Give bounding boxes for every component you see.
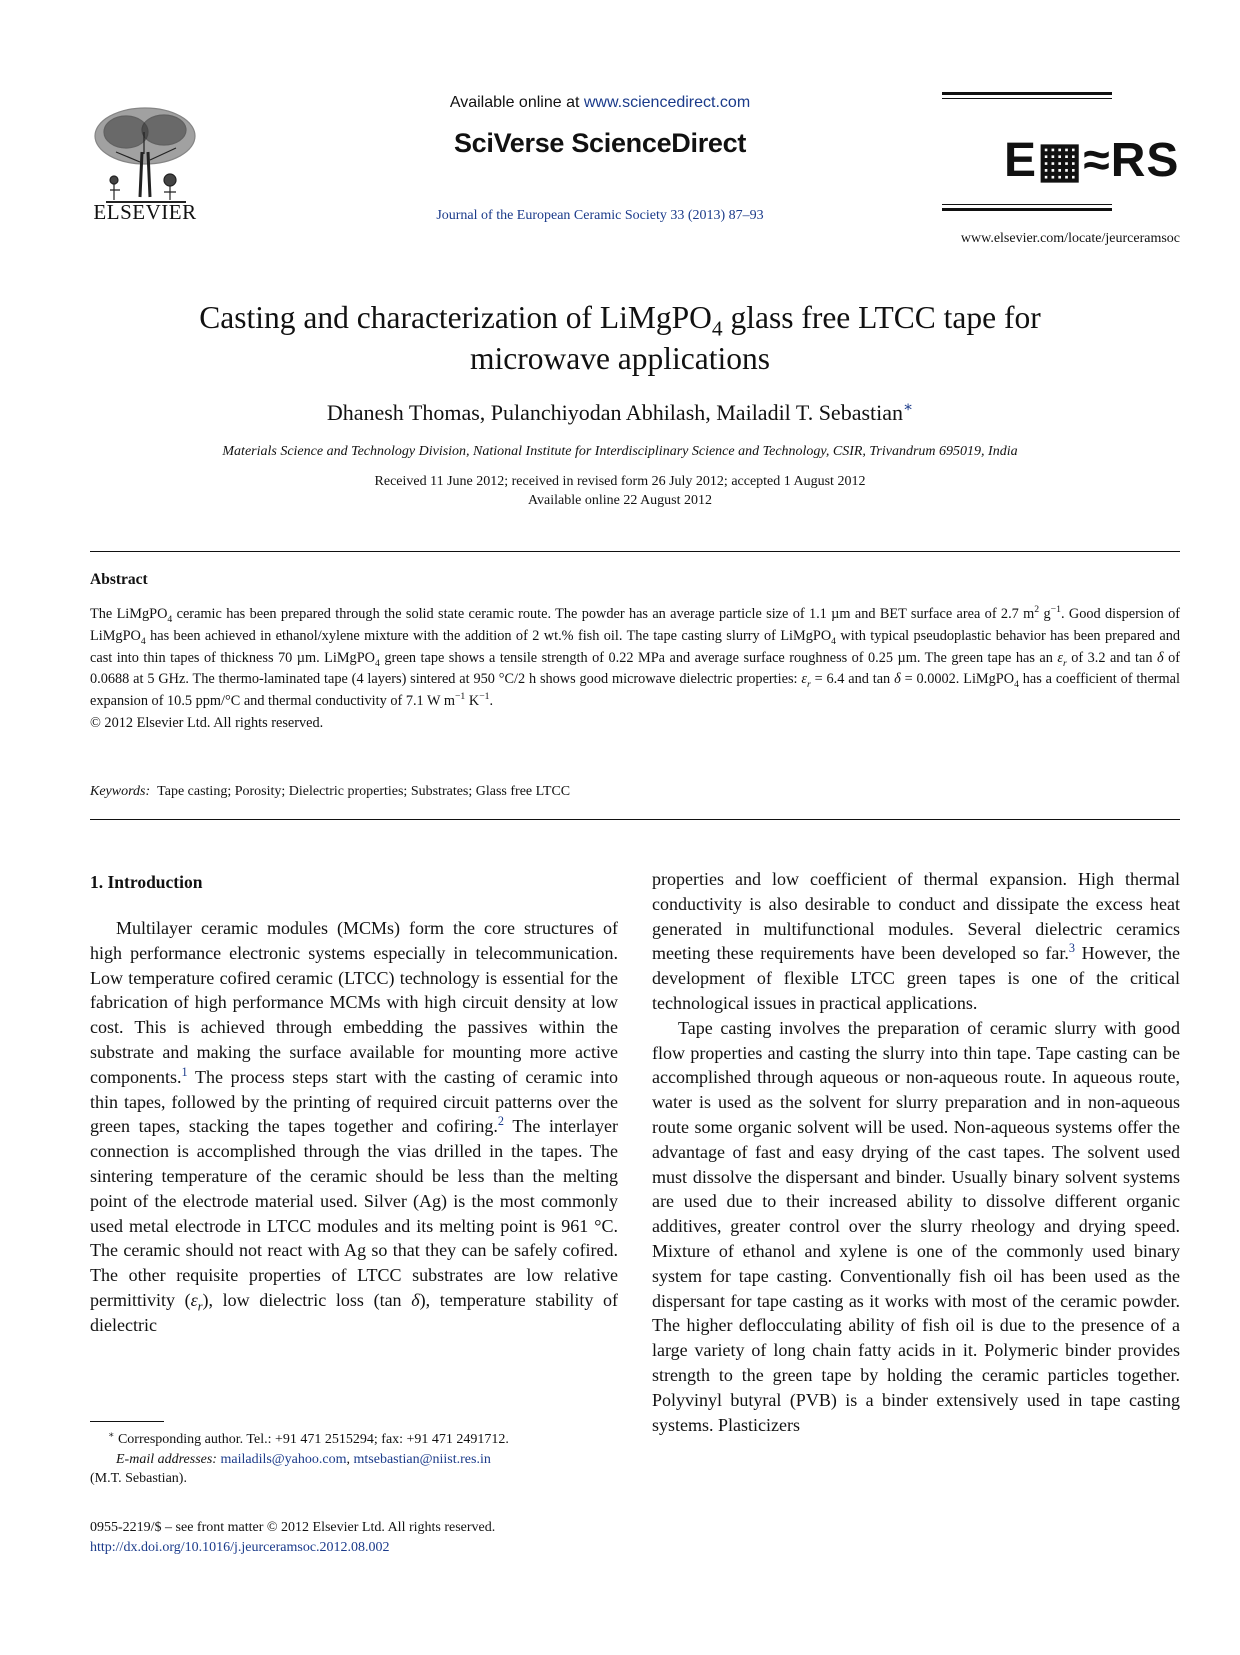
right-column bbox=[652, 867, 1180, 1437]
title-line-2: microwave applications bbox=[469, 341, 771, 376]
abstract-text: The LiMgPO$_4$ ceramic has been prepared through the solid state ceramic route. The powder has an average particle size of 1.1 µm and BET surface area of 2.7 $m^2$ $g^{-1}$. Good dispersion of LiMgPO$_4$ has been achieved in ethanol/xylene mixture with the addition of 2 wt.% fish oil. The tape casting slurry of LiMgPO$_4$ with typical pseudoplastic behavior has been prepared and cast into thin tapes of thickness 70 µm. LiMgPO$_4$ green tape shows a tensile strength of 0.22 MPa and average surface roughness of 0.25 µm. The green tape has an $\varepsilon_r$ of 3.2 and tan δ of 0.0688 at 5 GHz. The thermo-laminated tape (4 layers) sintered at 950 °C/2 h shows good microwave dielectric properties: $\varepsilon_r = 6.4$ and tan δ = 0.0002. LiMgPO$_4$ has a coefficient of thermal expansion of 10.5 ppm/°C and thermal conductivity of 7.1 W $m^{-1}$ $K^{-1}$. bbox=[90, 604, 1181, 710]
intro-paragraph-1-text: Multilayer ceramic modules (MCMs) form the core structures of high performance electronic systems especially in telecommunication. Low temperature cofired ceramic (LTCC) technology is essential for the fabrication of high performance MCMs with high circuit density at low cost. This is achieved through embedding the passives within the substrate and making the surface available for mounting more active components. bbox=[90, 918, 618, 1087]
footnote-line-1 bbox=[90, 1430, 630, 1450]
article-title bbox=[120, 297, 1120, 379]
intro-paragraph-1-cont-text: properties and low coefficient of thermal expansion. High thermal conductivity is also desirable to conduct and dissipate the excess heat generated in multifunctional modules. Several dielectric ceramics meeting these requirements have been developed so far. bbox=[652, 869, 1180, 964]
corresponding-author-footnote bbox=[90, 1430, 630, 1489]
title-part-a: Casting and characterization of LiMgPO bbox=[199, 300, 712, 335]
email-link-2[interactable]: mtsebastian@niist.res.in bbox=[353, 1451, 491, 1467]
doi-link[interactable]: http://dx.doi.org/10.1016/j.jeurceramsoc.2012.08.002 bbox=[90, 1539, 390, 1555]
footnote-rule bbox=[90, 1421, 164, 1422]
sciverse-sciencedirect-logo: SciVerse ScienceDirect bbox=[453, 128, 747, 158]
abstract-bottom-rule bbox=[90, 819, 1180, 820]
author-list bbox=[120, 400, 1120, 426]
author-affiliation: Materials Science and Technology Division, National Institute for Interdisciplinary Science and Technology, CSIR, Trivandrum 695019, India bbox=[222, 444, 1018, 459]
corresponding-author-mark[interactable]: ∗ bbox=[903, 399, 914, 416]
keywords-line bbox=[90, 784, 1180, 800]
email-label: E-mail addresses: bbox=[116, 1451, 217, 1467]
authors-names: Dhanesh Thomas, Pulanchiyodan Abhilash, Mailadil T. Sebastian bbox=[326, 400, 904, 425]
abstract-copyright: © 2012 Elsevier Ltd. All rights reserved. bbox=[90, 714, 324, 731]
footnote-line-3: (M.T. Sebastian). bbox=[90, 1471, 187, 1486]
available-online-text: Available online at bbox=[449, 94, 584, 111]
citation-3[interactable]: 3 bbox=[1068, 941, 1075, 956]
footnote-mark: ∗ bbox=[108, 1430, 115, 1441]
email-link-1[interactable]: mailadils@yahoo.com bbox=[220, 1451, 347, 1467]
available-online-line bbox=[300, 94, 900, 112]
footnote-line-2: E-mail addresses: mailadils@yahoo.com, mtsebastian@niist.res.in bbox=[116, 1451, 491, 1467]
title-part-b: glass free LTCC tape for bbox=[722, 300, 1041, 335]
header-rule-bottom-thin bbox=[942, 204, 1112, 205]
elsevier-wordmark: ELSEVIER bbox=[93, 200, 197, 224]
online-date: Available online 22 August 2012 bbox=[527, 493, 713, 508]
journal-reference[interactable]: Journal of the European Ceramic Society 33 (2013) 87–93 bbox=[436, 208, 764, 223]
citation-2[interactable]: 2 bbox=[497, 1114, 504, 1129]
front-matter-text: 0955-2219/$ – see front matter © 2012 Elsevier Ltd. All rights reserved. bbox=[90, 1520, 496, 1535]
header-rule-top-thin bbox=[942, 98, 1112, 99]
intro-paragraph-1-cont-end: However, the development of flexible LTCC green tapes is one of the critical technological issues in practical applications. bbox=[652, 943, 1180, 1013]
ecers-logo: E▦≈RS bbox=[1004, 134, 1180, 187]
abstract-body bbox=[90, 604, 1180, 735]
intro-paragraph-1: Multilayer ceramic modules (MCMs) form the core structures of high performance electronic systems especially in telecommunication. Low temperature cofired ceramic (LTCC) technology is essential for the fabrication of high performance MCMs with high circuit density at low cost. This is achieved through embedding the passives within the substrate and making the surface available for mounting more active components.$^1$ The process steps start with the casting of ceramic into thin tapes, followed by the printing of required circuit patterns over the green tapes, stacking the tapes together and cofiring.$^2$ The interlayer connection is accomplished through the vias drilled in the tapes. The sintering temperature of the ceramic should be less than the melting point of the electrode material used. Silver (Ag) is the most commonly used metal electrode in LTCC modules and its melting point is 961 °C. The ceramic should not react with Ag so that they can be safely cofired. The other requisite properties of LTCC substrates are low relative permittivity $(\varepsilon_r)$, low dielectric loss (tan δ), temperature stability of dielectric bbox=[90, 918, 618, 1335]
title-subscript: 4 bbox=[711, 316, 723, 341]
footnote-contact: Corresponding author. Tel.: +91 471 2515294; fax: +91 471 2491712. bbox=[114, 1432, 509, 1447]
journal-homepage-url[interactable]: www.elsevier.com/locate/jeurceramsoc bbox=[960, 231, 1180, 246]
left-column bbox=[90, 916, 618, 1338]
abstract-heading: Abstract bbox=[90, 571, 148, 588]
citation-1[interactable]: 1 bbox=[181, 1064, 188, 1079]
abstract-top-rule bbox=[90, 551, 1180, 552]
header-rule-top bbox=[942, 92, 1112, 95]
section-heading-introduction: 1. Introduction bbox=[90, 872, 203, 892]
front-matter-block bbox=[90, 1518, 690, 1557]
intro-paragraph-1-cont bbox=[652, 867, 1180, 1016]
sciencedirect-link[interactable]: www.sciencedirect.com bbox=[583, 94, 751, 111]
header-rule-bottom bbox=[942, 208, 1112, 211]
received-dates: Received 11 June 2012; received in revised form 26 July 2012; accepted 1 August 2012 bbox=[374, 474, 866, 489]
keywords-list: Tape casting; Porosity; Dielectric properties; Substrates; Glass free LTCC bbox=[157, 784, 571, 799]
intro-paragraph-2: Tape casting involves the preparation of ceramic slurry with good flow properties and casting the slurry into thin tape. Tape casting can be accomplished through aqueous or non-aqueous route. In aqueous route, water is used as the solvent for slurry preparation and in non-aqueous route some organic solvent will be used. Non-aqueous systems offer the advantage of fast and easy drying of the cast tapes. The solvent used must dissolve the dispersant and binder. Usually binary solvent systems are used due to their increased ability to dissolve different organic additives, greater control over the slurry rheology and drying speed. Mixture of ethanol and xylene is one of the commonly used binary system for tape casting. Conventionally fish oil has been used as the dispersant for tape casting as it works with most of the ceramic powder. The higher deflocculating ability of fish oil is due to the presence of a large variety of long chain fatty acids in it. Polymeric binder provides strength to the green tape by holding the ceramic particles together. Polyvinyl butyral (PVB) is a binder extensively used in tape casting systems. Plasticizers bbox=[652, 1017, 1180, 1435]
keywords-label: Keywords: bbox=[90, 784, 151, 799]
article-history bbox=[120, 472, 1120, 510]
